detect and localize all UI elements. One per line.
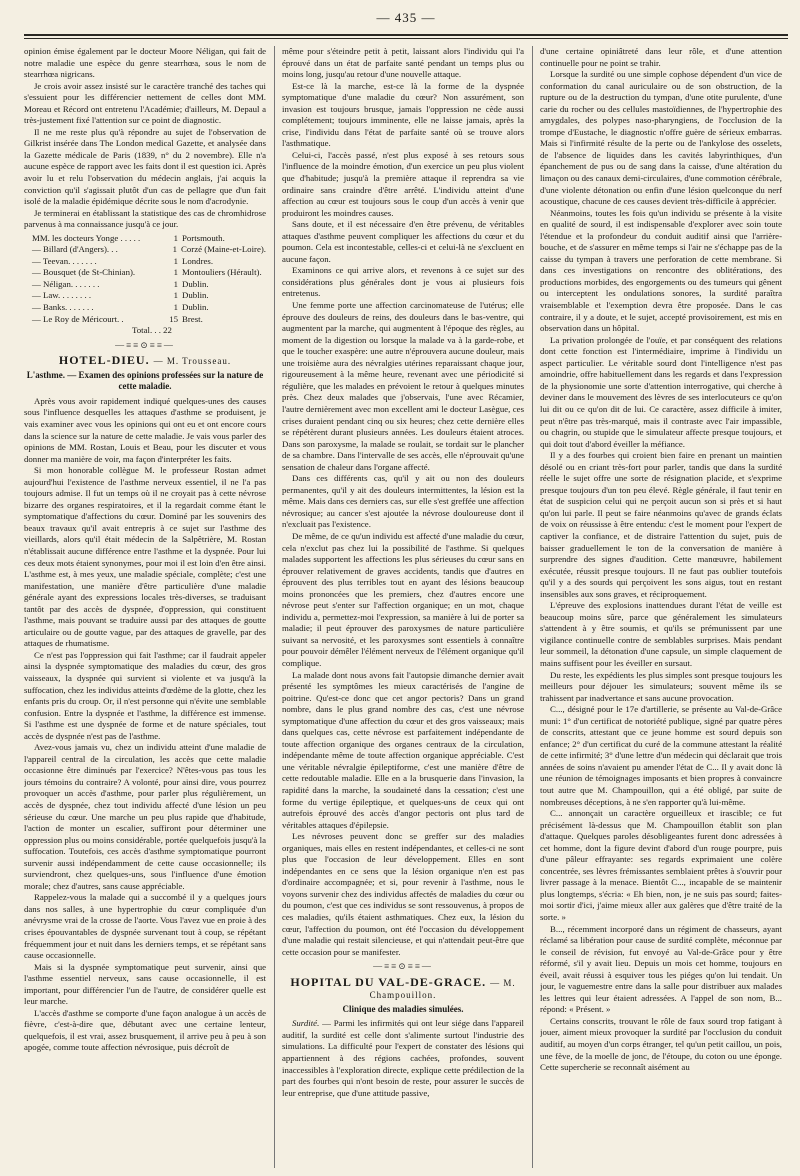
col3-paragraph-2: Lorsque la surdité ou une simple cophose dépendent d'un vice de conformation du canal auriculaire ou de son obstruction, de la rupture ou de la destruction du tympan, d'une otite purulente, d'une carie du rocher ou des cellules mastoïdiennes, de l'hypertrophie des amygdales, des polypes naso-pharyngiens, de l'occlusion de la trompe d'Eustache, le diagnostic n'offre guère de sérieux embarras. Mais si l'infirmité résulte de la perte ou de l'ankylose des osselets, de l'absence de liquides dans les cavités labyrinthiques, d'un épanchement de pus ou de sang dans la caisse, d'une altération du limaçon ou des canaux demi-circulaires, d'une commotion cérébrale, d'une violente détonation ou enfin d'une lésion quelconque du nerf acoustique, chacune de ces causes devient très-difficile à apprécier. <box>540 69 782 207</box>
table-total: Total. . . 22 <box>132 325 172 336</box>
col2-paragraph-6: Une femme porte une affection carcinomateuse de l'utérus; elle éprouve des douleurs de reins, des douleurs dans le bas-ventre, qui augmentent par la marche, qui augmentent à l'époque des règles, au moment de la digestion ou lorsque la malade va à la garde-robe, et que le toucher exaspère: une autre n'éprouvera aucune douleur, mais une troisième aura des névralgies utérines reparaissant chaque jour, rigoureusement à la même heure, revenant avec une périodicité si régulière, que les malades en prévoient le retour à quelques minutes près. Chez deux malades que j'observais, l'une avec Récamier, l'autre dernièrement avec mon excellent ami le docteur Lasègue, ces crises duraient pendant cinq ou six heures; chez cette dernière elles se répétèrent durant plusieurs années. Les douleurs étaient atroces. Dans son paroxysme, la malade se roulait, se tordait sur le plancher de sa chambre. Dans l'intervalle de ses accès, elle n'éprouvait qu'une sensation de chaleur dans l'organe affecté. <box>282 300 524 472</box>
table-row: MM. les docteurs Yonge . . . . . 1 Portsmouth. <box>32 232 225 243</box>
section-ornament: —≡≡⊙≡≡— <box>115 339 175 350</box>
col3-paragraph-8: C..., désigné pour le 17e d'artillerie, se présente au Val-de-Grâce muni: 1° d'un certificat de notoriété publique, signé par quatre pères de conscrits, attestant que ce jeune homme est sourd depuis son enfance; 2° d'un certificat du curé de la commune attestant la réalité de cette infirmité; 3° d'une lettre d'un médecin qui déclarait que trois années de soins n'avaient pu amender l'état de C... Il y avait donc là une réunion de témoignages imposants et bien propres à convaincre tout autre que M. Champouillon, qui a été obligé, par suite de nombreuses déceptions, à ne s'en rapporter qu'à lui-même. <box>540 704 782 807</box>
col2-paragraph-5: Examinons ce qui arrive alors, et revenons à ce sujet sur des considérations plus générales dont je vous ai plusieurs fois entretenus. <box>282 265 524 299</box>
col1-paragraph-4: Je terminerai en établissant la statistique des cas de chromhidrose parvenus à ma connaissance jusqu'à ce jour. <box>24 207 266 230</box>
col3-paragraph-9: C... annonçait un caractère orgueilleux et irascible; ce fut précisément là-dessus que M. Champouillon établit son plan d'attaque. Quelques paroles désobligeantes furent donc adressées à cet homme, dont la figure devint d'abord d'un rouge pourpre, puis d'une pâleur effrayante: ses regards exprimaient une colère concentrée, ses lèvres frémissantes semblaient prêtes à s'ouvrir pour livrer passage à la menace. Bientôt C..., incapable de se maintenir plus longtemps, s'écria: « Eh bien, non, je ne suis pas sourd; faites-moi sortir d'ici, j'aime mieux aller aux galères que d'être traité de la sorte. » <box>540 808 782 923</box>
col1-paragraph-1: opinion émise également par le docteur Moore Néligan, qui fait de notre maladie une espèce du genre stearrhœa, sous le nom de stearrhœa nigricans. <box>24 46 266 80</box>
col2-paragraph-9: La malade dont nous avons fait l'autopsie dimanche dernier avait présenté les symptômes les mieux caractérisés de l'angine de poitrine. Qu'est-ce donc que cet angor pectoris? Dans un grand nombre, dans le plus grand nombre des cas, c'est une névrose symptomatique d'une affection du cœur et des gros vaisseaux; mais dans quelques cas, cette névrose est parfaitement indépendante de toute affection organique des organes centraux de la circulation, indépendante même de toute affection organique appréciable. C'est une véritable névralgie épileptiforme, c'est une manière d'être de cette redoutable maladie. Elle en a la brusquerie dans l'invasion, la rapidité dans la marche, la soudaineté dans la cessation; c'est une forme du vertige épileptique, et quelques-uns de ceux qui ont autrefois éprouvé des accès d'angor pectoris ont plus tard de véritables attaques d'épilepsie. <box>282 669 524 830</box>
col2-paragraph-4: Sans doute, et il est nécessaire d'en être prévenu, de véritables attaques d'asthme peuvent compliquer les affections du cœur et du poumon. Cela est incontestable, celles-ci et celui-là ne s'excluent en aucune façon. <box>282 219 524 264</box>
col3-paragraph-5: Il y a des fourbes qui croient bien faire en prenant un maintien désolé ou en criant très-fort pour parler, tandis que dans la surdité réelle le sujet offre une sorte de résignation placide, et s'exprime presque toujours d'un ton peu élevé. Règle générale, il faut tenir en état de suspicion celui qui ne perçoit aucun son si près et si haut qu'on lui parle. Il peut se faire néanmoins qu'avec de grands éclats de voix on réussisse à être entendu: c'est le moment pour l'expert de captiver la confiance, et de distraire l'attention du sujet, puis de baisser graduellement le ton de la conversation de manière à surprendre des signes d'audition. Cette manœuvre, habilement exécutée, réussit presque toujours. Il ne faut pas oublier toutefois qu'il y a des sourds qui perçoivent les sons aigus, tout en restant insensibles aux sons graves, et réciproquement. <box>540 450 782 599</box>
section-heading-val-de-grace: HOPITAL DU VAL-DE-GRACE. — M. Champouillon. <box>290 974 516 1001</box>
col2-paragraph-10: Les névroses peuvent donc se greffer sur des maladies organiques, mais elles en restent indépendantes, et celles-ci ne sont plus que l'occasion de leur développement. Elles en sont indépendantes en ce sens que la lésion organique n'en est pas d'ordinaire accompagnée; et si, pour revenir à l'asthme, nous le voyons survenir chez des individus affectés de maladies du cœur ou du poumon, c'est que ces individus se sont ressouvenus, à propos de ces maladies, qu'ils étaient asthmatiques. Chez eux, la lésion du cœur, l'affection du poumon, ont été l'occasion du développement d'une maladie qui restait silencieuse, et qui n'attendait peut-être que cette occasion pour se manifester. <box>282 831 524 957</box>
header-rule-thin <box>24 38 788 39</box>
col3-paragraph-4: La privation prolongée de l'ouïe, et par conséquent des relations dont cette fonction est l'intermédiaire, imprime à l'individu un aspect particulier. Le véritable sourd dont l'intelligence n'est pas amoindrie, offre habituellement dans les regards et dans l'expression de la physionomie une sorte d'attention interrogative, qui cherche à deviner dans le mouvement des lèvres de ses interlocuteurs ce qu'on lui dit ou ce qu'on dit de lui. Ce caractère, assez difficile à imiter, peut n'être pas très-marqué, mais il contraste avec l'air impassible, ou chagrin, ou stupide que le simulateur affecte presque toujours, et qui doit tout d'abord éveiller la méfiance. <box>540 334 782 449</box>
col2-paragraph-7: Dans ces différents cas, qu'il y ait ou non des douleurs permanentes, qu'il y ait des douleurs intermittentes, la lésion est la même. Mais dans ces derniers cas, sur elle s'est greffée une affection névrosique; au cancer s'est ajoutée la névrose douloureuse dont il n'excluait pas l'existence. <box>282 473 524 530</box>
section-heading-hotel-dieu: HOTEL-DIEU. — M. Trousseau. <box>58 353 232 368</box>
col1-paragraph-10: Mais si la dyspnée symptomatique peut survenir, ainsi que l'asthme essentiel nerveux, sans cause occasionnelle, il est important, pour différencier l'un de l'autre, de considérer quelle est leur marche. <box>24 961 266 1007</box>
table-row: — Banks. . . . . . . 1 Dublin. <box>32 302 209 313</box>
col2-paragraph-1: même pour s'éteindre petit à petit, laissant alors l'individu qui l'a éprouvé dans un état de parfaite santé pendant un temps plus ou moins long, jusqu'au retour d'une nouvelle attaque. <box>282 46 524 80</box>
table-row: — Néligan. . . . . . . 1 Dublin. <box>32 278 209 289</box>
table-row: — Bousquet (de St-Chinian). 1 Montouliers (Hérault). <box>32 267 262 278</box>
table-row: — Le Roy de Méricourt. . 15 Brest. <box>32 313 203 324</box>
page-number: — 435 — <box>376 10 436 25</box>
header-rule <box>24 34 788 36</box>
col2-paragraph-3: Celui-ci, l'accès passé, n'est plus exposé à ses retours sous l'influence de la moindre émotion, d'un exercice un peu plus violent que d'habitude; jusqu'à la première attaque il reprendra sa vie ordinaire sans craindre d'être arrêté. L'individu atteint d'une affection au cœur est toujours sous le coup d'un accès à venir que produiront les moindres causes. <box>282 149 524 218</box>
statistics-table <box>32 233 266 337</box>
newspaper-page <box>24 0 788 1176</box>
col3-paragraph-1: d'une certaine opiniâtreté dans leur rôle, et d'une attention continuelle pour ne point se trahir. <box>540 46 782 68</box>
col2-paragraph-2: Est-ce là la marche, est-ce là la forme de la dyspnée symptomatique d'une maladie du cœur? Non assurément, son invasion est toujours brusque, jamais l'oppression ne cède aussi complétement; toujours imminente, elle ne laisse jamais, après la crise, l'individu dans l'état de parfaite santé où se trouve alors l'asthmatique. <box>282 80 524 149</box>
table-row: — Billard (d'Angers). . . 1 Corzé (Maine-et-Loire). <box>32 244 266 255</box>
col1-paragraph-9: Rappelez-vous la malade qui a succombé il y a quelques jours dans nos salles, à une hypertrophie du cœur compliquée d'un anévrysme vrai de la crosse de l'aorte. Vous l'avez vue en proie à des crises épouvantables de dyspnée survenant tout à coup, se répétant fréquemment jour et nuit dans les derniers temps, et se répétant sans cause occasionnelle. <box>24 892 266 961</box>
table-row: — Teevan. . . . . . . 1 Londres. <box>32 255 214 266</box>
col1-paragraph-11: L'accès d'asthme se comporte d'une façon analogue à un accès de fièvre, c'est-à-dire que, débutant avec une certaine lenteur, quelquefois, il est vrai, assez brusquement, il arrive peu à peu à son apogée, comme toute affection névrosique, puis décroît de <box>24 1007 266 1053</box>
col1-paragraph-7: Ce n'est pas l'oppression qui fait l'asthme; car il faudrait appeler ainsi la dyspnée symptomatique des maladies du cœur, des gros vaisseaux, la dyspnée qui survient si violente et va jusqu'à la suffocation, chez les individus atteints d'œdème de la glotte, chez les enfants pris du croup. Or, il n'est personne qui n'évite une semblable confusion. Entre la dyspnée et l'asthme, la différence est immense. Si l'asthme est une dyspnée de forme et de nature spéciales, tout accès de dyspnée n'est pas de l'asthme. <box>24 649 266 741</box>
col1-paragraph-5: Après vous avoir rapidement indiqué quelques-unes des causes sous l'influence desquelles les attaques d'asthme se produisent, je vais examiner avec vous les opinions qui ont eu et ont encore cours dans la science sur la nature de cette maladie. Je vais vous parler des opinions de MM. Rostan, Louis et Beau, pour les discuter et vous donner ma manière de voir, ma façon d'interpréter les faits. <box>24 395 266 464</box>
col2-paragraph-11: Surdité. — Parmi les infirmités qui ont leur siége dans l'appareil auditif, la surdité est celle dont s'alimente surtout l'industrie des simulations. La difficulté pour l'expert de constater des lésions qui appartiennent à des régions cachées, profondes, souvent inaccessibles à l'exploration directe, explique cette prédilection de la part des fourbes qui n'ont besoin de reste, pour assurer le succès de leur entreprise, que d'une attitude passive, <box>282 1018 524 1098</box>
section-subheading: Clinique des maladies simulées. <box>342 1003 464 1014</box>
col3-paragraph-10: B..., récemment incorporé dans un régiment de chasseurs, ayant réclamé sa libération pour cause de surdité complète, méconnue par le conseil de révision, fut envoyé au Val-de-Grâce pour y être réformé, s'il y avait lieu. Depuis un mois cet homme, toujours en éveil, avait réussi à esquiver tous les piéges qu'on lui tendait. Un jour, le vaguemestre entre dans la salle pour distribuer aux malades les lettres qui leur étaient adressées. A l'appel de son nom, B... répond: « Présent. » <box>540 923 782 1015</box>
table-row: — Law. . . . . . . . 1 Dublin. <box>32 290 209 301</box>
col1-paragraph-2: Je crois avoir assez insisté sur le caractère tranché des taches qui s'essuient pour les différencier nettement de celles dont MM. Moreau et Récord ont entretenu l'Académie; d'ailleurs, M. Depaul a très-justement fixé l'attention sur ce point de diagnostic. <box>24 80 266 126</box>
col3-paragraph-6: L'épreuve des explosions inattendues durant l'état de veille est beaucoup moins sûre, parce que généralement les simulateurs s'attendent à y être soumis, et qu'ils se prémunissent par une vigilance continuelle contre de semblables surprises. Mais pendant leur sommeil, la détonation d'une capsule, un simple claquement de mains suffisent pour les éveiller en sursaut. <box>540 600 782 668</box>
column-3 <box>540 46 782 1168</box>
col3-paragraph-11: Certains conscrits, trouvant le rôle de faux sourd trop fatigant à jouer, aiment mieux provoquer la surdité par l'occlusion du conduit auditif, au moyen d'un corps étranger, tel qu'un petit caillou, un pois, une fève, de la moelle de jonc, de l'étoupe, du coton ou une éponge. Cette supercherie se reconnaît aisément au <box>540 1015 782 1073</box>
column-divider-2 <box>532 46 533 1168</box>
col1-paragraph-6: Si mon honorable collègue M. le professeur Rostan admet aujourd'hui l'existence de l'asthme nerveux essentiel, il ne l'a pas toujours admise. Il fut un temps où il ne croyait pas à cette névrose bizarre des organes respiratoires, et il la regardait comme étant le symptomatique d'affections du cœur. Dominé par les souvenirs des beaux travaux qu'il avait entrepris à ce sujet sur l'asthme des vieillards, alors qu'il était médecin de la Salpêtrière, M. Rostan n'établissait aucune différence entre l'asthme et la dyspnée. Pour lui ces deux mots étaient synonymes, pour moi il est loin d'en être ainsi. L'asthme est, à mes yeux, une maladie spéciale, complète; c'est une manifestation, une manière d'être particulière d'une maladie générale ayant des expressions locales très-diverses, se traduisant tantôt par des accès de dyspnée, d'oppression, qui constituent l'asthme, mais pouvant se traduire aussi par des attaques de goutte articulaire ou de goutte vague, par des attaques de gravelle, par des attaques de rhumatisme. <box>24 465 266 649</box>
column-2 <box>282 46 524 1168</box>
column-1 <box>24 46 266 1168</box>
section-subheading: L'asthme. — Examen des opinions professées sur la nature de cette maladie. <box>26 369 264 392</box>
col1-paragraph-3: Il ne me reste plus qu'à répondre au sujet de l'observation de Gilkrist insérée dans The London medical Gazette, et analysée dans la Gazette médicale de Paris (1839, n° du 2 novembre). Elle n'a aucune espèce de rapport avec les faits dont il est question ici. Après avoir lu et relu l'observation du médecin anglais, j'ai acquis la conviction qu'il s'agissait plutôt d'un cas de pellagre que d'un fait isolé de la maladie épidémique décrite sous le nom d'acrodynie. <box>24 126 266 207</box>
col3-paragraph-3: Néanmoins, toutes les fois qu'un individu se présente à la visite en qualité de sourd, il est indispensable d'explorer avec soin toute l'étendue et la profondeur du conduit auditif ainsi que l'arrière-bouche, et de s'assurer en même temps si l'air ne s'échappe pas de la caisse du tympan à travers une perforation de cette membrane. Si dans ces investigations on rencontre des oblitérations, des productions morbides, des engorgements ou des tumeurs qui gênent ou interceptent les ondulations sonores, la surdité paraîtra vraisemblable et l'exemption devra être proposée. Dans le cas contraire, il y a doute, et le sujet, accepté provisoirement, est mis en observation dans un hôpital. <box>540 207 782 334</box>
col3-paragraph-7: Du reste, les expédients les plus simples sont presque toujours les meilleurs pour déjouer les simulateurs; souvent même ils se trahissent par inadvertance et sans aucune provocation. <box>540 669 782 703</box>
col1-paragraph-8: Avez-vous jamais vu, chez un individu atteint d'une maladie de l'appareil central de la circulation, les accès que cette maladie occasionne être diminués par l'exercice? N'êtes-vous pas tous les jours témoins du contraire? A volonté, pour ainsi dire, vous pourrez provoquer un accès d'asthme, pour parler plus régulièrement, un accès de dyspnée, chez tout individu affecté d'une lésion un peu sérieuse du cœur. Une marche un peu plus rapide que d'habitude, l'action de monter un escalier, suffiront pour déterminer une oppression plus ou moins considérable, portée quelquefois jusqu'à la suffocation. Toutefois, ces accès d'asthme symptomatique pourront survenir aussi indépendamment de cette cause occasionnelle; ils surviendront, chez quelques-uns, sous l'influence d'une émotion morale; chez d'autres, sans cause appréciable. <box>24 742 266 891</box>
col2-paragraph-8: De même, de ce qu'un individu est affecté d'une maladie du cœur, cela n'exclut pas chez lui la possibilité de l'asthme. Si quelques malades supportent les affections les plus sérieuses du cœur sans en éprouver relativement de graves accidents, tandis que d'autres en éprouvent des plus terribles tout en ayant des lésions beaucoup moins prononcées que les premiers, chez d'autres encore une névrose peut s'enter sur l'affection organique; en un mot, chaque individu a, permettez-moi l'expression, sa manière à lui de porter sa maladie; il peut éprouver des paroxysmes de nature particulière suivant sa nervosité, et les paroxysmes sont essentiels à connaître pour pouvoir démêler l'élément nerveux de l'élément organique qu'il complique. <box>282 530 524 668</box>
column-divider-1 <box>274 46 275 1168</box>
section-ornament: —≡≡⊙≡≡— <box>373 961 433 972</box>
